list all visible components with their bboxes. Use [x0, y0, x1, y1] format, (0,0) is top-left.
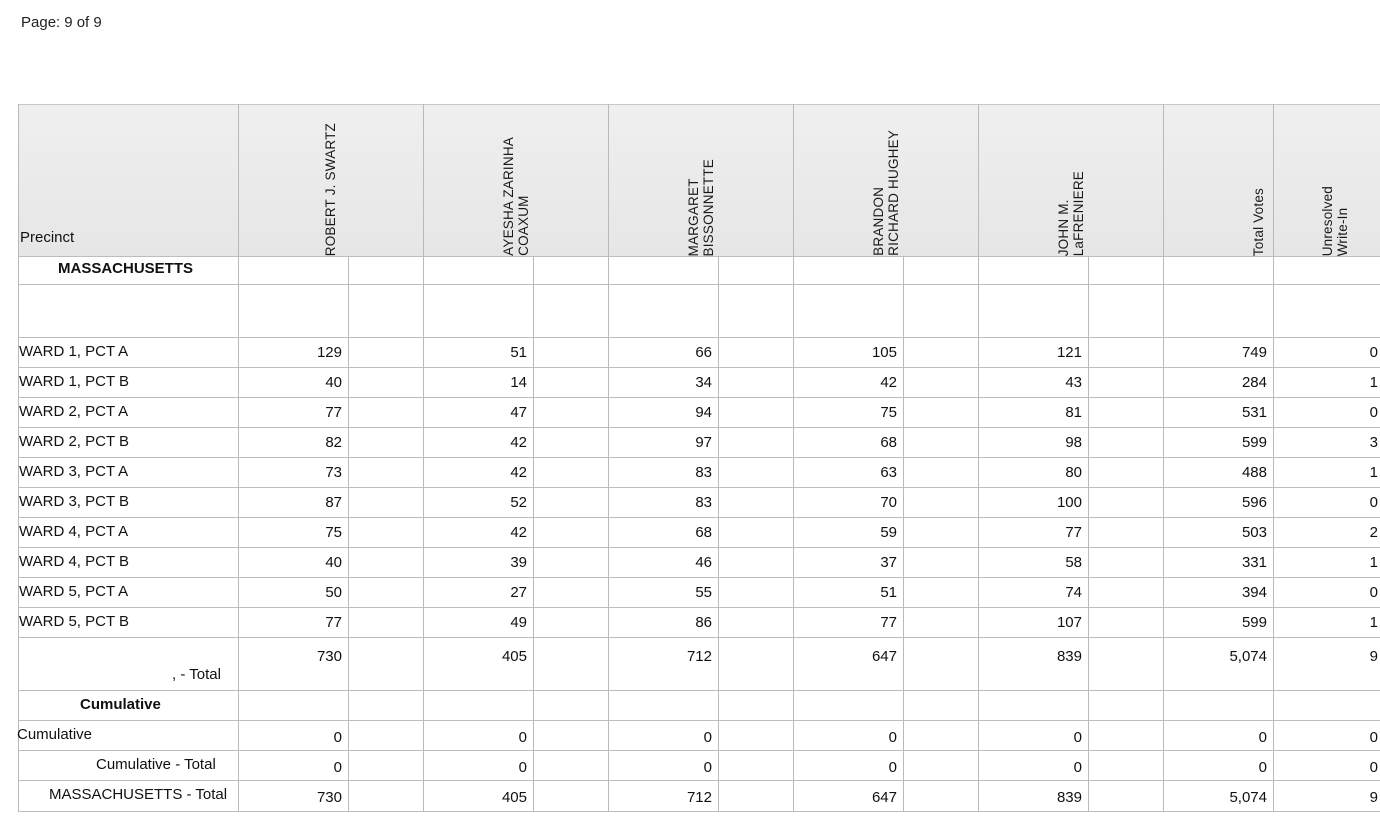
row-label: WARD 3, PCT B — [19, 493, 130, 510]
vote-cell: 77 — [325, 404, 342, 421]
page-number-label: Page: — [21, 14, 61, 31]
vote-cell: 488 — [1241, 464, 1267, 481]
precinct-column-header: Precinct — [20, 229, 75, 246]
vote-cell: 105 — [871, 344, 897, 361]
vote-cell: 1 — [1369, 614, 1378, 631]
row-label: WARD 1, PCT B — [19, 373, 130, 390]
section-heading-cumulative: Cumulative — [80, 696, 161, 713]
column-header-label: ROBERT J. SWARTZ — [323, 122, 338, 256]
vote-cell: 0 — [1258, 759, 1267, 776]
vote-cell: 66 — [695, 344, 712, 361]
vote-cell: 47 — [510, 404, 527, 421]
row-label: WARD 3, PCT A — [19, 463, 129, 480]
table-row — [0, 607, 1380, 637]
vote-cell: 0 — [1073, 759, 1082, 776]
row-label: Cumulative - Total — [96, 756, 216, 773]
vote-cell: 42 — [880, 374, 897, 391]
vote-cell: 46 — [695, 554, 712, 571]
vote-cell: 39 — [510, 554, 527, 571]
vote-cell: 730 — [316, 648, 342, 665]
vote-cell: 75 — [325, 524, 342, 541]
table-row — [0, 397, 1380, 427]
vote-cell: 647 — [871, 789, 897, 806]
vote-cell: 75 — [880, 404, 897, 421]
vote-cell: 0 — [1073, 729, 1082, 746]
vote-cell: 712 — [686, 648, 712, 665]
vote-cell: 77 — [880, 614, 897, 631]
table-row — [0, 457, 1380, 487]
vote-cell: 83 — [695, 464, 712, 481]
vote-cell: 5,074 — [1229, 648, 1267, 665]
row-label: WARD 4, PCT B — [19, 553, 130, 570]
vote-cell: 80 — [1065, 464, 1082, 481]
vote-cell: 100 — [1056, 494, 1082, 511]
row-label: WARD 5, PCT A — [19, 583, 129, 600]
vote-cell: 0 — [1258, 729, 1267, 746]
vote-cell: 121 — [1056, 344, 1082, 361]
vote-cell: 3 — [1369, 434, 1378, 451]
vote-cell: 0 — [1369, 729, 1378, 746]
vote-cell: 9 — [1369, 789, 1378, 806]
vote-cell: 82 — [325, 434, 342, 451]
vote-cell: 49 — [510, 614, 527, 631]
vote-cell: 55 — [695, 584, 712, 601]
vote-cell: 0 — [1369, 584, 1378, 601]
vote-cell: 50 — [325, 584, 342, 601]
vote-cell: 0 — [888, 759, 897, 776]
vote-cell: 1 — [1369, 464, 1378, 481]
vote-cell: 647 — [871, 648, 897, 665]
vote-cell: 42 — [510, 524, 527, 541]
vote-cell: 97 — [695, 434, 712, 451]
vote-cell: 531 — [1241, 404, 1267, 421]
table-row — [0, 720, 1380, 750]
column-header-label: BRANDON RICHARD HUGHEY — [870, 130, 901, 256]
vote-cell: 5,074 — [1229, 789, 1267, 806]
row-label: WARD 2, PCT B — [19, 433, 130, 450]
row-label: WARD 5, PCT B — [19, 613, 130, 630]
vote-cell: 503 — [1241, 524, 1267, 541]
vote-cell: 40 — [325, 554, 342, 571]
vote-cell: 70 — [880, 494, 897, 511]
vote-cell: 839 — [1056, 789, 1082, 806]
column-header-label: JOHN M. LaFRENIERE — [1055, 170, 1086, 256]
vote-cell: 98 — [1065, 434, 1082, 451]
vote-cell: 599 — [1241, 614, 1267, 631]
vote-cell: 34 — [695, 374, 712, 391]
vote-cell: 284 — [1241, 374, 1267, 391]
row-label: , - Total — [172, 666, 221, 683]
vote-cell: 405 — [501, 648, 527, 665]
vote-cell: 749 — [1241, 344, 1267, 361]
vote-cell: 77 — [325, 614, 342, 631]
vote-cell: 0 — [333, 729, 342, 746]
row-label: WARD 2, PCT A — [19, 403, 129, 420]
vote-cell: 0 — [703, 759, 712, 776]
vote-cell: 68 — [695, 524, 712, 541]
vote-cell: 77 — [1065, 524, 1082, 541]
vote-cell: 42 — [510, 434, 527, 451]
vote-cell: 87 — [325, 494, 342, 511]
vote-cell: 63 — [880, 464, 897, 481]
table-row — [0, 547, 1380, 577]
vote-cell: 43 — [1065, 374, 1082, 391]
vote-cell: 40 — [325, 374, 342, 391]
vote-cell: 331 — [1241, 554, 1267, 571]
vote-cell: 2 — [1369, 524, 1378, 541]
vote-cell: 27 — [510, 584, 527, 601]
section-heading-massachusetts: MASSACHUSETTS — [58, 260, 194, 277]
column-header-label: Unresolved Write-In — [1320, 185, 1350, 256]
vote-cell: 0 — [518, 759, 527, 776]
vote-cell: 52 — [510, 494, 527, 511]
vote-cell: 1 — [1369, 374, 1378, 391]
vote-cell: 0 — [888, 729, 897, 746]
vote-cell: 86 — [695, 614, 712, 631]
vote-cell: 0 — [518, 729, 527, 746]
row-label: WARD 4, PCT A — [19, 523, 129, 540]
vote-cell: 596 — [1241, 494, 1267, 511]
row-label: MASSACHUSETTS - Total — [49, 786, 228, 803]
column-header-label: Total Votes — [1250, 187, 1266, 256]
page-number-value: 9 of 9 — [64, 14, 102, 31]
vote-cell: 0 — [333, 759, 342, 776]
row-label: WARD 1, PCT A — [19, 343, 129, 360]
vote-cell: 68 — [880, 434, 897, 451]
column-header-label: AYESHA ZARINHA COAXUM — [500, 137, 531, 256]
table-row — [0, 367, 1380, 397]
subtotal-row — [0, 637, 1380, 683]
grand-total-row — [0, 780, 1380, 810]
vote-cell: 58 — [1065, 554, 1082, 571]
vote-cell: 83 — [695, 494, 712, 511]
table-row — [0, 750, 1380, 780]
vote-cell: 81 — [1065, 404, 1082, 421]
table-row — [0, 517, 1380, 547]
vote-cell: 74 — [1065, 584, 1082, 601]
vote-cell: 14 — [510, 374, 527, 391]
table-row — [0, 427, 1380, 457]
table-row — [0, 577, 1380, 607]
vote-cell: 712 — [686, 789, 712, 806]
vote-cell: 730 — [316, 789, 342, 806]
table-row — [0, 487, 1380, 517]
vote-cell: 59 — [880, 524, 897, 541]
vote-cell: 51 — [510, 344, 527, 361]
vote-cell: 0 — [1369, 344, 1378, 361]
vote-cell: 129 — [316, 344, 342, 361]
vote-cell: 51 — [880, 584, 897, 601]
vote-cell: 73 — [325, 464, 342, 481]
vote-cell: 0 — [1369, 759, 1378, 776]
vote-cell: 839 — [1056, 648, 1082, 665]
column-header-label: MARGARET BISSONNETTE — [685, 158, 716, 256]
vote-cell: 0 — [1369, 494, 1378, 511]
vote-cell: 37 — [880, 554, 897, 571]
vote-cell: 394 — [1241, 584, 1267, 601]
vote-cell: 0 — [703, 729, 712, 746]
vote-cell: 1 — [1369, 554, 1378, 571]
vote-cell: 599 — [1241, 434, 1267, 451]
vote-cell: 42 — [510, 464, 527, 481]
vote-cell: 0 — [1369, 404, 1378, 421]
vote-cell: 9 — [1369, 648, 1378, 665]
table-row — [0, 337, 1380, 367]
vote-cell: 107 — [1056, 614, 1082, 631]
vote-cell: 94 — [695, 404, 712, 421]
vote-cell: 405 — [501, 789, 527, 806]
row-label: Cumulative — [17, 726, 93, 743]
